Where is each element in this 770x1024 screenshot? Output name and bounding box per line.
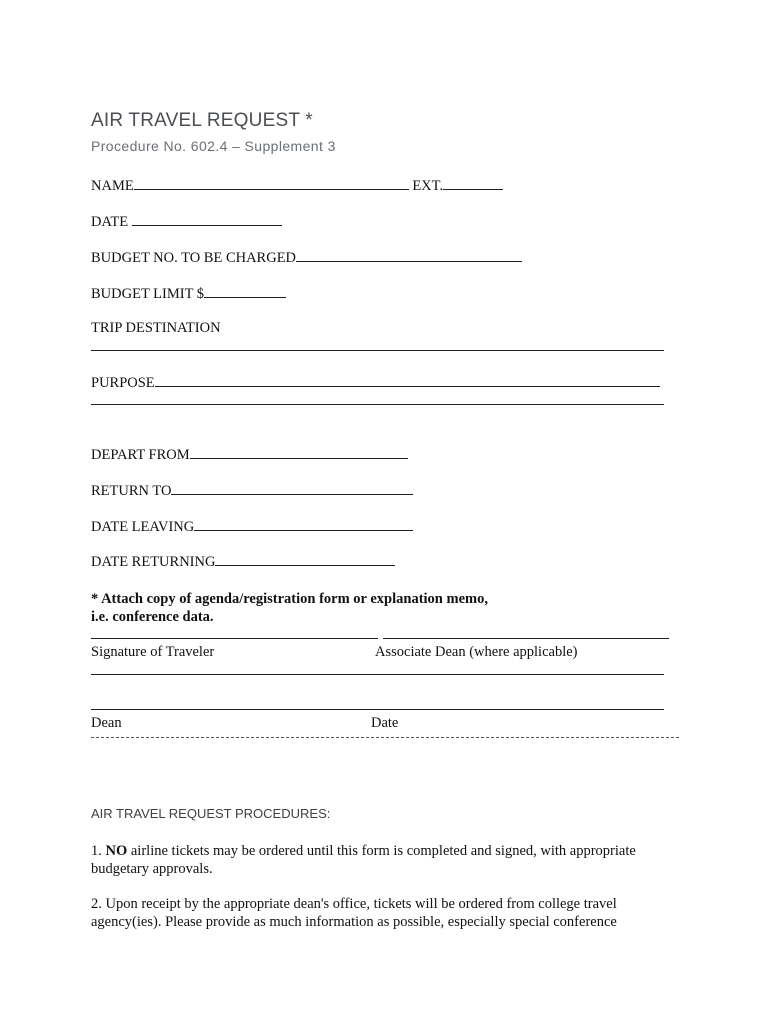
budget-no-row bbox=[91, 249, 522, 267]
depart-from-field[interactable] bbox=[190, 446, 408, 459]
date-leaving-field[interactable] bbox=[194, 518, 413, 531]
budget-limit-row bbox=[91, 285, 286, 303]
depart-from-row bbox=[91, 446, 408, 464]
attach-note-line2: i.e. conference data. bbox=[91, 609, 214, 625]
procedure-item-2: 2. Upon receipt by the appropriate dean's office, tickets will be ordered from college travel agency(ies). Please provide as much information as possible, especially special conference bbox=[91, 896, 617, 930]
date-returning-field[interactable] bbox=[215, 553, 395, 566]
date-returning-label: DATE RETURNING bbox=[91, 554, 216, 570]
name-label: NAME bbox=[91, 178, 134, 194]
budget-limit-field[interactable] bbox=[204, 285, 286, 298]
attach-note-line1: * Attach copy of agenda/registration form or explanation memo, bbox=[91, 591, 488, 607]
date-leaving-row bbox=[91, 518, 413, 536]
trip-destination-field[interactable] bbox=[91, 350, 664, 351]
traveler-signature-label: Signature of Traveler bbox=[91, 644, 215, 660]
dean-signature-field[interactable] bbox=[91, 709, 664, 710]
page-title: AIR TRAVEL REQUEST * bbox=[91, 110, 313, 131]
date-label: DATE bbox=[91, 214, 129, 230]
page-subtitle: Procedure No. 602.4 – Supplement 3 bbox=[91, 138, 336, 154]
name-row bbox=[91, 177, 503, 195]
purpose-field[interactable] bbox=[155, 374, 660, 387]
purpose-label: PURPOSE bbox=[91, 375, 155, 391]
trip-destination-label: TRIP DESTINATION bbox=[91, 320, 221, 336]
signature-date-label: Date bbox=[371, 715, 399, 731]
budget-no-field[interactable] bbox=[296, 249, 522, 262]
return-to-row bbox=[91, 482, 413, 500]
return-to-field[interactable] bbox=[171, 482, 413, 495]
date-row bbox=[91, 213, 282, 231]
return-to-label: RETURN TO bbox=[91, 483, 172, 499]
extra-signature-line[interactable] bbox=[91, 674, 664, 675]
depart-from-label: DEPART FROM bbox=[91, 447, 190, 463]
purpose-row bbox=[91, 374, 660, 392]
budget-limit-label: BUDGET LIMIT $ bbox=[91, 286, 205, 302]
budget-no-label: BUDGET NO. TO BE CHARGED bbox=[91, 250, 297, 266]
date-field[interactable] bbox=[132, 213, 282, 226]
procedure-item-1-emphasis: NO bbox=[105, 843, 128, 859]
dean-label: Dean bbox=[91, 715, 122, 731]
procedure-item-1-text: airline tickets may be ordered until this form is completed and signed, with appropriate budgetary approvals. bbox=[91, 843, 636, 877]
name-field[interactable] bbox=[134, 177, 409, 190]
ext-label: EXT. bbox=[412, 178, 444, 194]
procedures-title: AIR TRAVEL REQUEST PROCEDURES: bbox=[91, 806, 331, 821]
procedure-item-1 bbox=[91, 842, 671, 878]
cut-line-divider bbox=[91, 737, 679, 738]
attach-note bbox=[91, 590, 488, 626]
date-leaving-label: DATE LEAVING bbox=[91, 519, 195, 535]
ext-field[interactable] bbox=[443, 177, 503, 190]
date-returning-row bbox=[91, 553, 395, 571]
associate-dean-label: Associate Dean (where applicable) bbox=[375, 644, 578, 660]
procedure-item-1-number: 1. bbox=[91, 843, 102, 859]
associate-dean-signature-field[interactable] bbox=[383, 638, 669, 639]
traveler-signature-field[interactable] bbox=[91, 638, 378, 639]
purpose-field-line2[interactable] bbox=[91, 404, 664, 405]
